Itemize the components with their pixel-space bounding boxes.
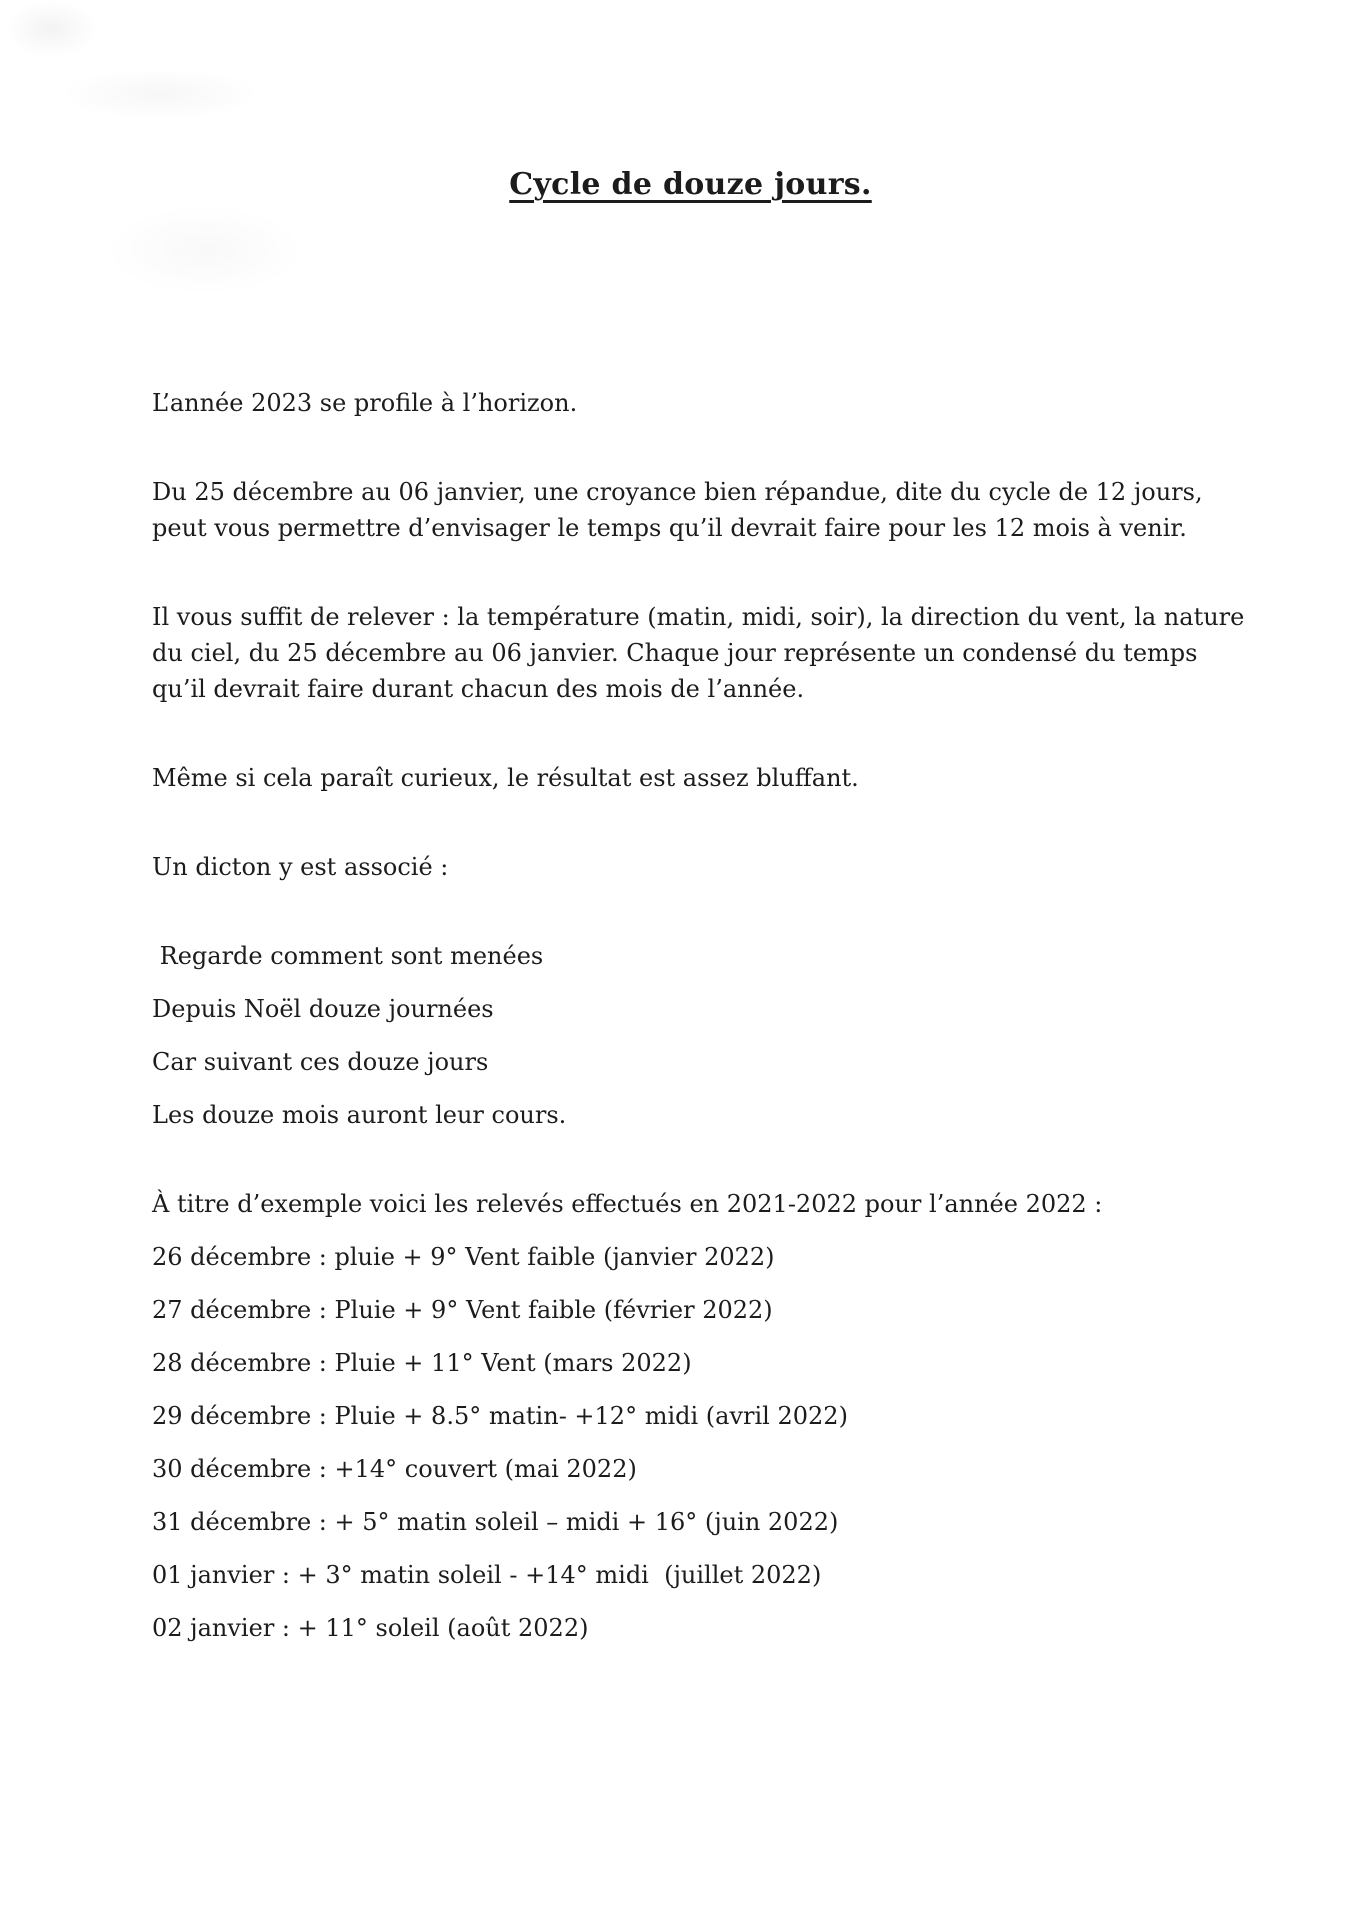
paragraph-group xyxy=(152,385,1229,421)
text-line: 28 décembre : Pluie + 11° Vent (mars 2022) xyxy=(152,1349,692,1377)
text-line: Il vous suffit de relever : la température (matin, midi, soir), la direction du vent, la nature xyxy=(152,603,1245,631)
text-line: L’année 2023 se profile à l’horizon. xyxy=(152,389,578,417)
paragraph-group xyxy=(152,760,1229,796)
document-paragraph xyxy=(152,385,1229,421)
text-line: 02 janvier : + 11° soleil (août 2022) xyxy=(152,1614,589,1642)
text-line: 01 janvier : + 3° matin soleil - +14° midi (juillet 2022) xyxy=(152,1561,822,1589)
text-line: À titre d’exemple voici les relevés effectués en 2021-2022 pour l’année 2022 : xyxy=(152,1190,1103,1218)
document-paragraph xyxy=(152,1504,1229,1540)
paragraph-group xyxy=(152,849,1229,885)
document-paragraph xyxy=(152,849,1229,885)
document-paragraph xyxy=(152,599,1245,707)
document-paragraph xyxy=(152,938,1229,974)
document-paragraph xyxy=(152,1345,1229,1381)
text-line: Même si cela paraît curieux, le résultat est assez bluffant. xyxy=(152,764,859,792)
document-paragraph xyxy=(152,760,1229,796)
document-paragraph xyxy=(152,1292,1229,1328)
text-line: Les douze mois auront leur cours. xyxy=(152,1101,567,1129)
document-paragraph xyxy=(152,1451,1229,1487)
document-paragraph xyxy=(152,1044,1229,1080)
text-line: peut vous permettre d’envisager le temps qu’il devrait faire pour les 12 mois à venir. xyxy=(152,514,1187,542)
text-line: Un dicton y est associé : xyxy=(152,853,449,881)
paragraph-group xyxy=(152,474,1229,546)
document-paragraph xyxy=(152,1186,1229,1222)
text-line: Du 25 décembre au 06 janvier, une croyance bien répandue, dite du cycle de 12 jours, xyxy=(152,478,1203,506)
paragraph-group xyxy=(152,938,1229,1133)
text-line: 31 décembre : + 5° matin soleil – midi + 16° (juin 2022) xyxy=(152,1508,839,1536)
text-line: 26 décembre : pluie + 9° Vent faible (janvier 2022) xyxy=(152,1243,775,1271)
text-line: Regarde comment sont menées xyxy=(152,942,544,970)
document-paragraph xyxy=(152,1239,1229,1275)
document-paragraph xyxy=(152,1610,1229,1646)
text-line: 30 décembre : +14° couvert (mai 2022) xyxy=(152,1455,637,1483)
document-paragraph xyxy=(152,1398,1229,1434)
document-body xyxy=(152,385,1245,1646)
text-line: Depuis Noël douze journées xyxy=(152,995,494,1023)
text-line: 29 décembre : Pluie + 8.5° matin- +12° midi (avril 2022) xyxy=(152,1402,848,1430)
paragraph-group xyxy=(152,599,1245,707)
document-paragraph xyxy=(152,991,1229,1027)
paragraph-group xyxy=(152,1186,1229,1646)
document-paragraph xyxy=(152,1097,1229,1133)
text-line: du ciel, du 25 décembre au 06 janvier. Chaque jour représente un condensé du temps xyxy=(152,639,1198,667)
text-line: Car suivant ces douze jours xyxy=(152,1048,489,1076)
document-title: Cycle de douze jours. xyxy=(509,167,872,202)
document-paragraph xyxy=(152,474,1229,546)
text-line: 27 décembre : Pluie + 9° Vent faible (février 2022) xyxy=(152,1296,773,1324)
document-paragraph xyxy=(152,1557,1229,1593)
text-line: qu’il devrait faire durant chacun des mois de l’année. xyxy=(152,675,805,703)
